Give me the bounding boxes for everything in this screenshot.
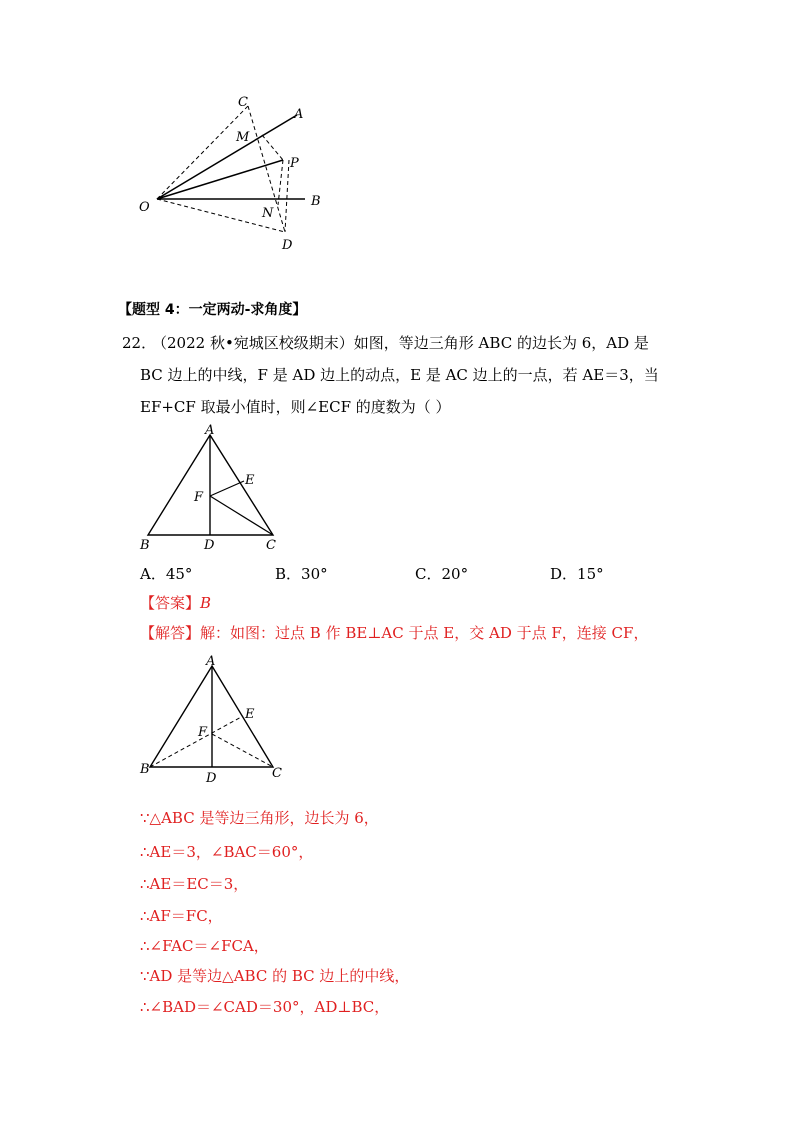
figure-triangle-solution — [135, 648, 295, 788]
solution-step-4: ∴AF＝FC， — [140, 907, 223, 925]
option-a[interactable]: A．45° — [140, 565, 193, 583]
option-b[interactable]: B．30° — [275, 565, 328, 583]
solution-intro: 解：如图：过点 B 作 BE⊥AC 于点 E，交 AD 于点 F，连接 CF， — [200, 624, 649, 642]
dashed-pd — [285, 160, 289, 232]
label-d: D — [204, 538, 215, 553]
figure-triangle-question — [135, 420, 295, 555]
answer-value: B — [200, 594, 212, 612]
label-c: C — [272, 766, 282, 781]
solution-step-3: ∴AE＝EC＝3， — [140, 875, 249, 893]
label-a: A — [205, 423, 215, 438]
question-line-3: EF+CF 取最小值时，则∠ECF 的度数为（ ） — [140, 398, 451, 416]
solution-step-1: ∵△ABC 是等边三角形，边长为 6， — [140, 809, 379, 827]
segment-fe — [210, 481, 244, 496]
option-c[interactable]: C．20° — [415, 565, 469, 583]
dashed-mp — [262, 135, 283, 160]
figure-angle-diagram — [130, 90, 330, 260]
solution-tag: 【解答】 — [140, 624, 201, 642]
answer-tag: 【答案】 — [140, 594, 201, 612]
label-a: A — [294, 107, 304, 122]
section-title: 【题型 4：一定两动-求角度】 — [118, 302, 307, 318]
label-e: E — [245, 473, 255, 488]
label-n: N — [262, 206, 274, 221]
solution-step-2: ∴AE＝3，∠BAC＝60°， — [140, 843, 314, 861]
segment-op — [157, 160, 283, 199]
label-e: E — [245, 707, 255, 722]
label-d: D — [282, 238, 293, 253]
solution-intro-line — [140, 623, 648, 643]
question-line-2: BC 边上的中线，F 是 AD 边上的动点，E 是 AC 边上的一点，若 AE＝3，当 — [140, 366, 659, 384]
dashed-be — [150, 716, 243, 767]
segment-fc — [210, 496, 273, 535]
label-f: F — [194, 490, 204, 505]
label-a: A — [206, 654, 216, 669]
label-p: P — [290, 156, 299, 171]
solution-step-7: ∴∠BAD＝∠CAD＝30°，AD⊥BC， — [140, 998, 390, 1016]
label-d: D — [206, 771, 217, 786]
solution-step-6: ∵AD 是等边△ABC 的 BC 边上的中线， — [140, 967, 410, 985]
label-m: M — [236, 130, 250, 145]
solution-step-5: ∴∠FAC＝∠FCA， — [140, 937, 269, 955]
label-f: F — [198, 725, 208, 740]
question-number: 22． — [122, 334, 157, 352]
label-c: C — [266, 538, 276, 553]
question-line-1: （2022 秋•宛城区校级期末）如图，等边三角形 ABC 的边长为 6，AD 是 — [152, 334, 649, 352]
label-c: C — [238, 95, 248, 110]
label-b: B — [140, 538, 150, 553]
label-b: B — [311, 194, 321, 209]
label-b: B — [140, 762, 150, 777]
option-d[interactable]: D．15° — [550, 565, 604, 583]
label-o: O — [139, 200, 150, 215]
answer-line — [140, 593, 211, 613]
